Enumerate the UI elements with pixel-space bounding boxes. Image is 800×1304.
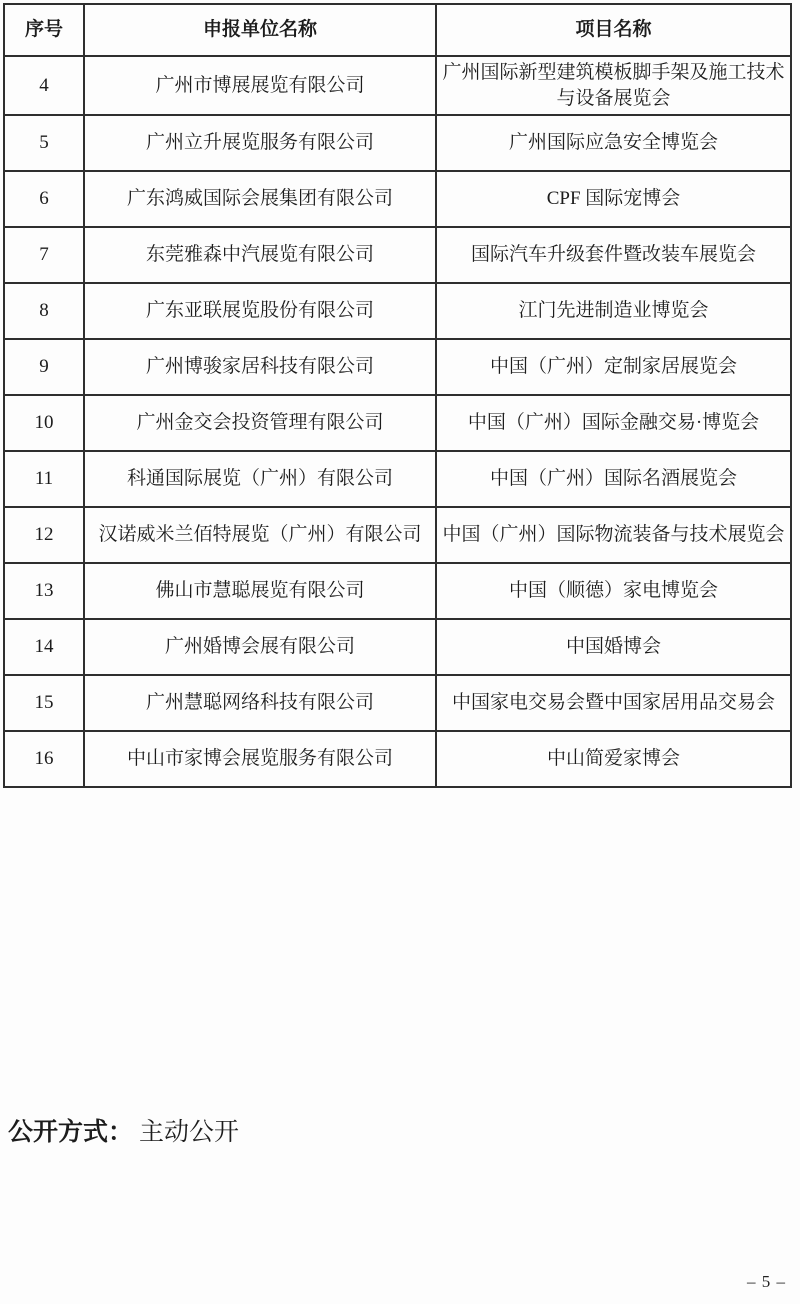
company-cell: 佛山市慧聪展览有限公司 [84,563,436,619]
serial-cell: 16 [4,731,84,787]
table-row [4,675,791,731]
company-cell: 科通国际展览（广州）有限公司 [84,451,436,507]
header-serial-number: 序号 [4,4,84,56]
serial-cell: 15 [4,675,84,731]
project-cell: 国际汽车升级套件暨改装车展览会 [436,227,791,283]
project-cell: 广州国际应急安全博览会 [436,115,791,171]
serial-cell: 13 [4,563,84,619]
company-cell: 广州婚博会展有限公司 [84,619,436,675]
project-cell: 中国婚博会 [436,619,791,675]
serial-cell: 12 [4,507,84,563]
disclosure-method-value: 主动公开 [139,1119,240,1146]
serial-cell: 10 [4,395,84,451]
page-number: – 5 – [747,1272,786,1291]
table-row [4,731,791,787]
table-row [4,563,791,619]
serial-cell: 4 [4,56,84,115]
table-row [4,339,791,395]
serial-cell: 11 [4,451,84,507]
table-header-row [4,4,791,56]
project-cell: 中山简爱家博会 [436,731,791,787]
company-cell: 广州立升展览服务有限公司 [84,115,436,171]
project-cell: 中国（广州）国际物流装备与技术展览会 [436,507,791,563]
company-cell: 广州市博展展览有限公司 [84,56,436,115]
table-row [4,283,791,339]
company-cell: 广东亚联展览股份有限公司 [84,283,436,339]
project-approval-table [3,3,792,788]
serial-cell: 8 [4,283,84,339]
project-cell: 中国（广州）定制家居展览会 [436,339,791,395]
company-cell: 东莞雅森中汽展览有限公司 [84,227,436,283]
table-row [4,619,791,675]
company-cell: 汉诺威米兰佰特展览（广州）有限公司 [84,507,436,563]
project-cell: CPF 国际宠博会 [436,171,791,227]
table-row [4,171,791,227]
disclosure-method-label: 公开方式： [8,1118,134,1146]
serial-cell: 9 [4,339,84,395]
table-row [4,56,791,115]
header-company-name: 申报单位名称 [84,4,436,56]
company-cell: 广东鸿威国际会展集团有限公司 [84,171,436,227]
project-cell: 中国（广州）国际名酒展览会 [436,451,791,507]
serial-cell: 6 [4,171,84,227]
disclosure-method-line [8,1112,239,1148]
company-cell: 广州金交会投资管理有限公司 [84,395,436,451]
project-cell: 中国（广州）国际金融交易·博览会 [436,395,791,451]
serial-cell: 14 [4,619,84,675]
company-cell: 中山市家博会展览服务有限公司 [84,731,436,787]
table-row [4,451,791,507]
company-cell: 广州慧聪网络科技有限公司 [84,675,436,731]
project-cell: 江门先进制造业博览会 [436,283,791,339]
table-row [4,227,791,283]
table-row [4,395,791,451]
project-cell: 中国家电交易会暨中国家居用品交易会 [436,675,791,731]
table-row [4,507,791,563]
serial-cell: 7 [4,227,84,283]
company-cell: 广州博骏家居科技有限公司 [84,339,436,395]
table-row [4,115,791,171]
project-cell: 中国（顺德）家电博览会 [436,563,791,619]
project-cell: 广州国际新型建筑模板脚手架及施工技术与设备展览会 [436,56,791,115]
header-project-name: 项目名称 [436,4,791,56]
serial-cell: 5 [4,115,84,171]
